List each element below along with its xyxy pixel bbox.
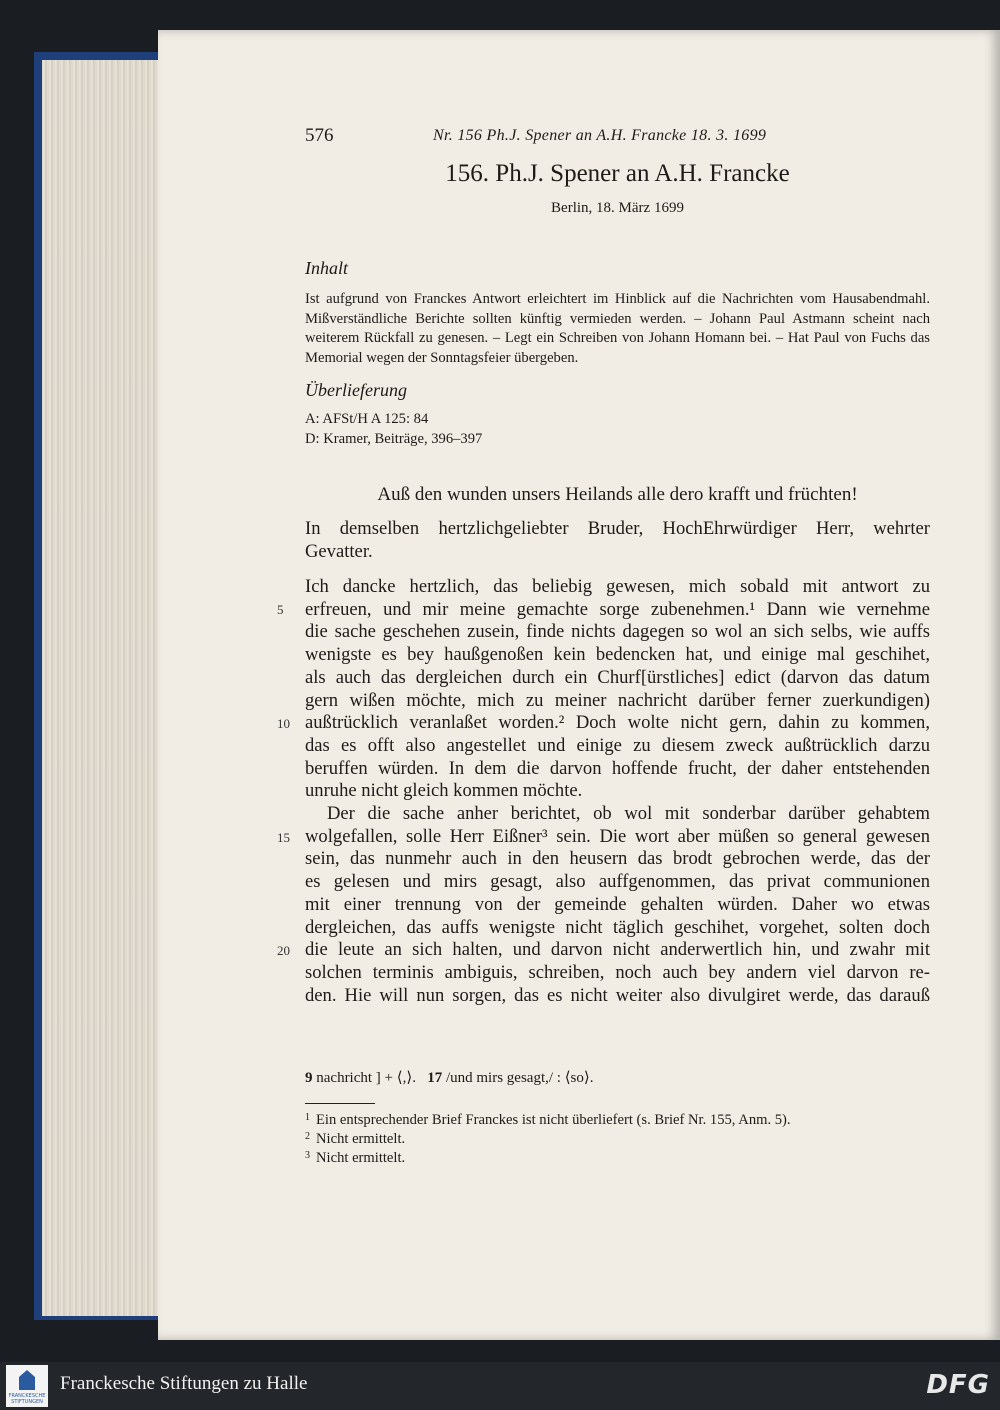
line-number: 10 — [277, 716, 290, 731]
page-number: 576 — [305, 125, 334, 146]
line-number: 15 — [277, 830, 290, 845]
inhalt-heading: Inhalt — [305, 258, 348, 278]
text-line: Ich dancke hertzlich, das beliebig gewesen, mich sobald mit antwort zu — [305, 576, 930, 597]
text-line: das es offt also angestellet und einige zu diesem zweck außtrücklich darzu — [305, 734, 930, 756]
text-line: die leute an sich halten, und darvon nicht anderwertlich hin, und zwahr mit — [305, 939, 930, 961]
text-line: außtrücklich veranlaßet worden.² Doch wolte nicht gern, dahin zu kommen, — [305, 712, 930, 734]
paragraph-2 — [305, 803, 930, 1007]
text-line: wenigste es bey haußgenoßen kein bedencken hat, und einige mal geschihet, — [305, 644, 930, 666]
text-line: In demselben hertzlichgeliebter Bruder, HochEhrwürdiger Herr, wehrter — [305, 518, 930, 539]
text-line: gern wißen möchte, mich zu meiner nachricht darüber ferner zuerkundigen) — [305, 689, 930, 711]
letter-title: 156. Ph.J. Spener an A.H. Francke — [445, 160, 790, 187]
footnote-mark: 1 — [305, 1112, 310, 1123]
text-line: es gelesen und mirs gesagt, also auffgenommen, das privat communionen — [305, 871, 930, 893]
footnote — [305, 1150, 930, 1167]
text-line: sein, das nunmehr auch in den heusern das brodt gebrochen werde, das der — [305, 848, 930, 870]
text-line: dergleichen, das auffs wenigste nicht täglich geschihet, vorgehet, solten doch — [305, 916, 930, 938]
paragraph-1 — [305, 576, 930, 803]
text-line: solchen terminis ambiguis, schreiben, noch auch bey andern viel darvon re- — [305, 961, 930, 983]
ueberlieferung-heading: Überlieferung — [305, 380, 407, 400]
critical-apparatus — [305, 1068, 930, 1087]
franckesche-stiftungen-logo[interactable] — [6, 1365, 48, 1407]
footnote-text: Ein entsprechender Brief Franckes ist nicht überliefert (s. Brief Nr. 155, Anm. 5). — [316, 1112, 791, 1128]
page-stack-edge — [42, 60, 168, 1316]
line-number: 20 — [277, 943, 290, 958]
footnote — [305, 1131, 930, 1148]
text-line: den. Hie will nun sorgen, das es nicht weiter also divulgiret werde, das darauß — [305, 984, 930, 1006]
text-line: unruhe nicht gleich kommen möchte. — [305, 780, 583, 802]
footnote-rule — [305, 1103, 375, 1104]
ueberlieferung-line: D: Kramer, Beiträge, 396–397 — [305, 430, 483, 447]
apparatus-line-ref: 9 — [305, 1070, 313, 1086]
inhalt-text — [305, 290, 930, 368]
apparatus-note: /und mirs gesagt,/ : ⟨so⟩. — [445, 1070, 594, 1086]
institution-name[interactable]: Franckesche Stiftungen zu Halle — [60, 1373, 308, 1394]
footnote-text: Nicht ermittelt. — [316, 1131, 406, 1147]
logo-text: FRANCKESCHE STIFTUNGEN — [8, 1393, 46, 1405]
letter-dateline: Berlin, 18. März 1699 — [551, 200, 684, 216]
text-line: wolgefallen, solle Herr Eißner³ sein. Die wort aber müßen so general gewesen — [305, 825, 930, 847]
apparatus-note: nachricht ] + ⟨,⟩. — [316, 1070, 416, 1086]
ueberlieferung-list — [305, 410, 930, 449]
footnote-text: Nicht ermittelt. — [316, 1150, 406, 1166]
running-title: Nr. 156 Ph.J. Spener an A.H. Francke 18. 3. 1699 — [433, 127, 767, 144]
apparatus-line-ref: 17 — [427, 1070, 443, 1086]
building-icon — [19, 1370, 35, 1390]
footnote — [305, 1112, 930, 1129]
ueberlieferung-line: A: AFSt/H A 125: 84 — [305, 411, 429, 427]
line-number: 5 — [277, 602, 284, 617]
inhalt-paragraph: Ist aufgrund von Franckes Antwort erleichtert im Hinblick auf die Nachrichten vom Hausabendmahl. Mißverständliche Berichte sollten künftig vermieden werden. – Johann Paul Astmann scheint nach weiterem Rückfall zu genesen. – Legt ein Schreiben von Johann Homann bei. – Hat Paul von Fuchs das Memorial wegen der Sonntagsfeier übergeben. — [305, 291, 930, 366]
salutation — [305, 518, 930, 563]
text-line: Der die sache anher berichtet, ob wol mit sonderbar darüber gehabtem — [327, 803, 930, 824]
text-line: die sache geschehen zusein, finde nichts dagegen so wol an sich selbs, wie auffs — [305, 621, 930, 643]
footnote-mark: 2 — [305, 1131, 310, 1142]
footnote-mark: 3 — [305, 1150, 310, 1161]
letter-greeting: Auß den wunden unsers Heilands alle dero krafft und früchten! — [377, 484, 858, 505]
text-line: Gevatter. — [305, 540, 373, 562]
text-line: erfreuen, und mir meine gemachte sorge zubenehmen.¹ Dann wie vernehme — [305, 598, 930, 620]
text-line: beruffen würden. In dem die darvon hoffende frucht, der daher entstehenden — [305, 757, 930, 779]
text-line: mit einer trennung von der gemeinde gehalten würden. Daher wo etwas — [305, 893, 930, 915]
viewer-footer — [0, 1362, 1000, 1410]
dfg-logo[interactable]: DFG — [926, 1370, 990, 1400]
text-line: als auch das dergleichen durch ein Churf[ürstliches] edict (darvon das datum — [305, 666, 930, 688]
